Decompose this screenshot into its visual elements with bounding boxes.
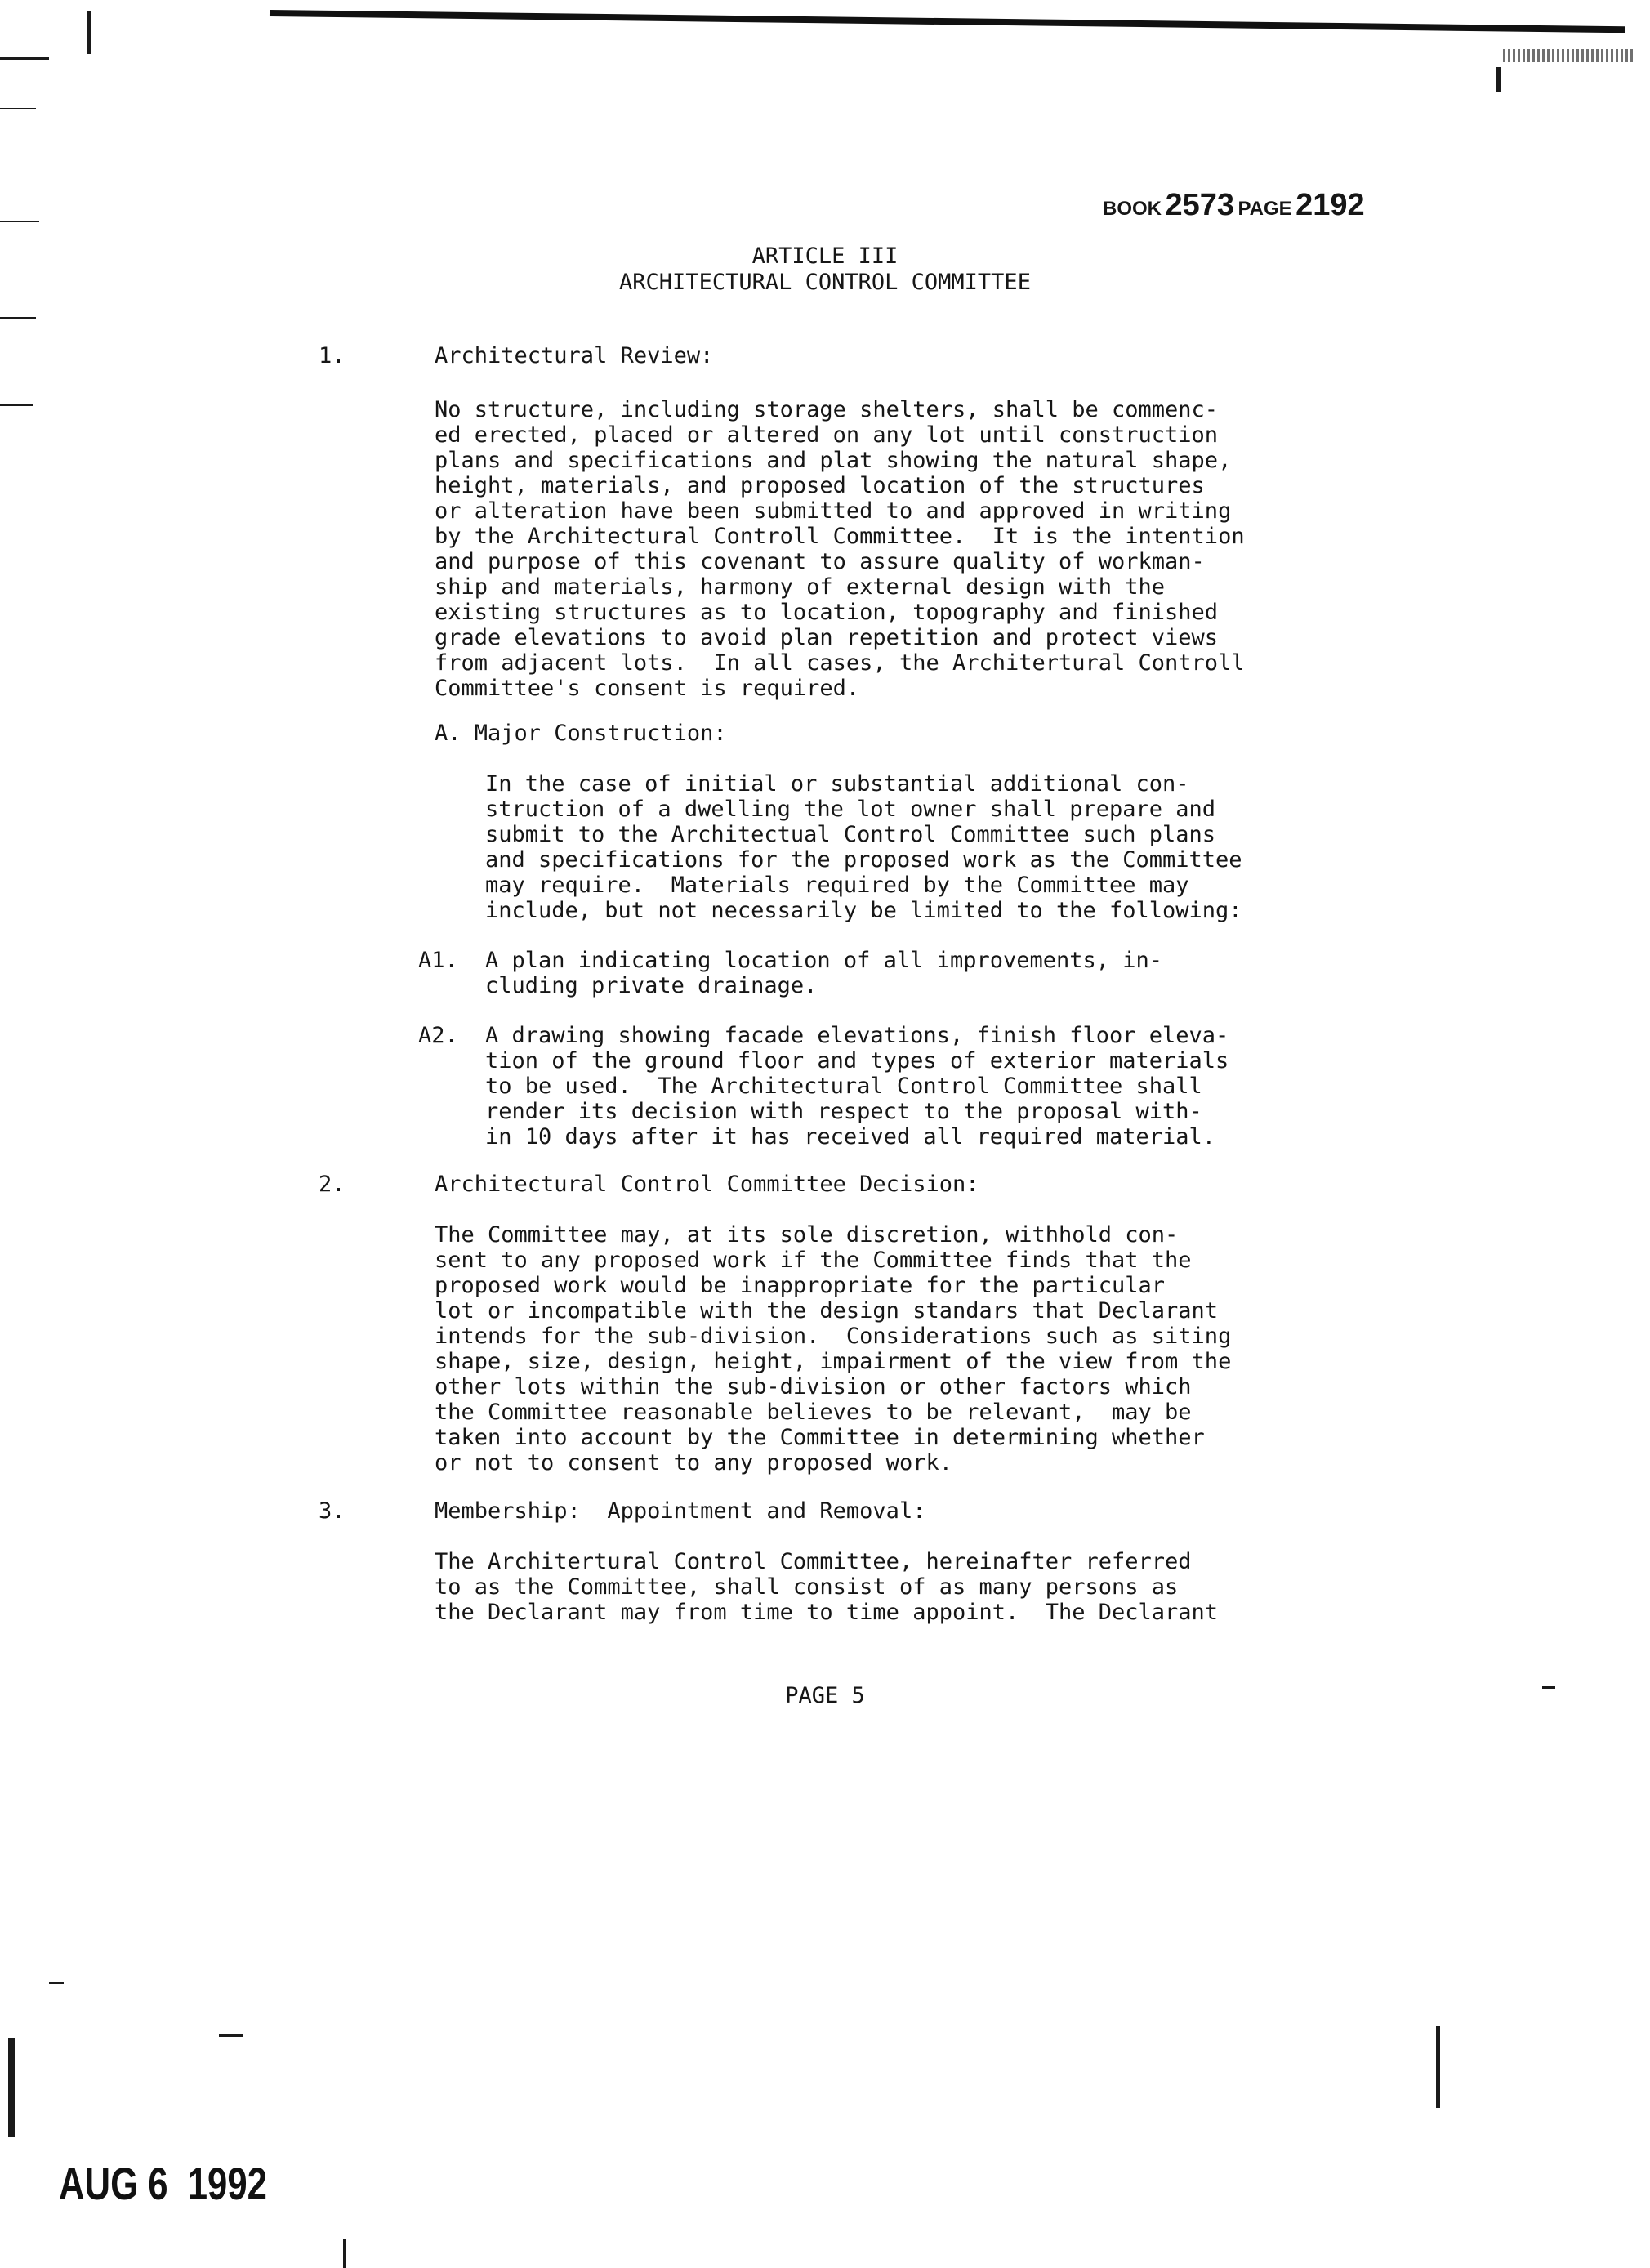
section-2-body: The Committee may, at its sole discretion, withhold con- sent to any proposed work if the Committee finds that the proposed work would be inappropriate for the particular lot or incompatible with the design standars that Declarant intends for the sub-division. Considerations such as siting shape, size, design, height, impairment of the view from the other lots within the sub-division or other factors which the Committee reasonable believes to be relevant, may be taken into account by the Committee in determining whether or not to consent to any proposed work. <box>435 1222 1232 1476</box>
book-label: BOOK <box>1103 198 1162 220</box>
scan-mark <box>0 317 36 319</box>
scan-mark <box>0 57 49 60</box>
section-3-heading: Membership: Appointment and Removal: <box>435 1498 926 1524</box>
page-footer: PAGE 5 <box>785 1683 865 1708</box>
section-1-heading: Architectural Review: <box>435 343 714 368</box>
item-a2-text: A drawing showing facade elevations, finish floor eleva- tion of the ground floor and types of exterior materials to be used. The Architectural Control Committee shall render its decision with respect to the proposal with- in 10 days after it has received all required material. <box>485 1023 1229 1150</box>
section-2-heading: Architectural Control Committee Decision: <box>435 1172 979 1197</box>
scan-mark <box>1496 67 1501 92</box>
scan-mark <box>49 1982 64 1984</box>
section-3-number: 3. <box>319 1498 346 1524</box>
scan-mark <box>0 404 33 406</box>
item-a1-text: A plan indicating location of all improvements, in- cluding private drainage. <box>485 948 1163 998</box>
article-number: ARTICLE III <box>751 243 899 269</box>
section-2-number: 2. <box>319 1172 346 1197</box>
scan-edge-bar <box>270 10 1625 33</box>
article-title: ARCHITECTURAL CONTROL COMMITTEE <box>619 270 1031 295</box>
scan-mark <box>87 11 91 54</box>
scan-mark <box>0 221 39 222</box>
subsection-a-heading: A. Major Construction: <box>435 721 727 746</box>
section-1-number: 1. <box>319 343 346 368</box>
section-1-body: No structure, including storage shelters, shall be commenc- ed erected, placed or altered on any lot until construction plans and specifications and plat showing the natural shape, height, materials, and proposed location of the structures or alteration have been submitted to and approved in writing by the Architectural Controll Committee. It is the intention and purpose of this covenant to assure quality of workman- ship and materials, harmony of external design with the existing structures as to location, topography and finished grade elevations to avoid plan repetition and protect views from adjacent lots. In all cases, the Architertural Controll Committee's consent is required. <box>435 397 1245 701</box>
scan-mark <box>1436 2026 1440 2108</box>
book-number: 2573 <box>1165 188 1234 222</box>
section-3-body: The Architertural Control Committee, hereinafter referred to as the Committee, shall consist of as many persons as the Declarant may from time to time appoint. The Declarant <box>435 1549 1219 1625</box>
scan-edge-fragment <box>1503 49 1634 62</box>
scan-mark <box>219 2034 243 2037</box>
scan-mark <box>343 2239 346 2268</box>
subsection-a-body: In the case of initial or substantial additional con- struction of a dwelling the lot owner shall prepare and submit to the Architectual Control Committee such plans and specifications for the proposed work as the Committee may require. Materials required by the Committee may include, but not necessarily be limited to the following: <box>485 771 1242 923</box>
scan-mark <box>8 2038 15 2137</box>
page-label: PAGE <box>1238 198 1292 220</box>
item-a2-label: A2. <box>418 1023 458 1048</box>
scan-mark <box>0 108 36 109</box>
item-a1-label: A1. <box>418 948 458 973</box>
book-page-reference <box>1103 188 1365 223</box>
page-number: 2192 <box>1295 188 1365 222</box>
date-stamp: AUG 6 1992 <box>59 2158 267 2209</box>
